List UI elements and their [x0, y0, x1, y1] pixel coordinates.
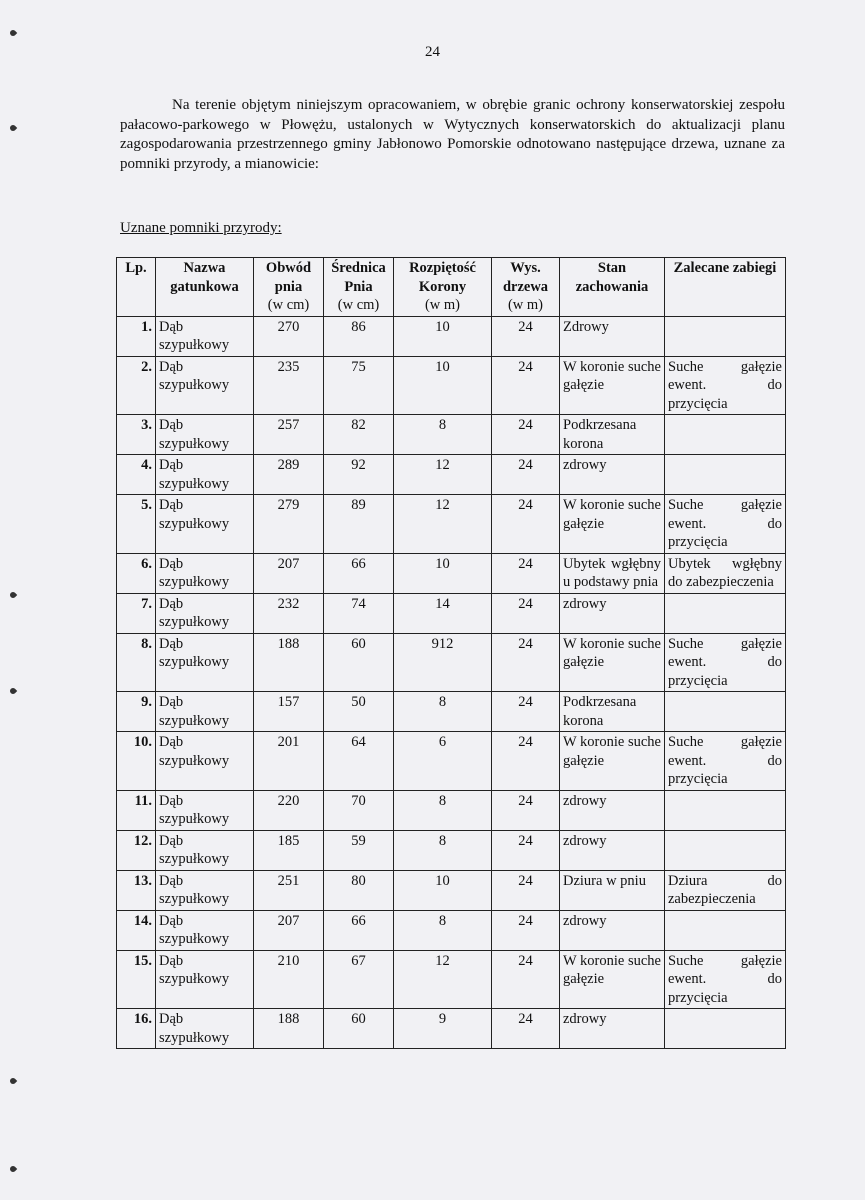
cell-diameter: 64 — [324, 732, 394, 791]
cell-crown: 10 — [394, 553, 492, 593]
cell-recommended — [665, 316, 786, 356]
cell-name: Dąb szypułkowy — [156, 692, 254, 732]
cell-name: Dąb szypułkowy — [156, 633, 254, 692]
cell-height: 24 — [492, 692, 560, 732]
cell-circumference: 220 — [254, 790, 324, 830]
table-row — [117, 356, 786, 415]
cell-recommended — [665, 593, 786, 633]
cell-diameter: 89 — [324, 495, 394, 554]
cell-diameter: 66 — [324, 910, 394, 950]
nature-monuments-table — [116, 257, 786, 1049]
cell-crown: 912 — [394, 633, 492, 692]
cell-state: W koronie suche gałęzie — [560, 633, 665, 692]
cell-lp: 14. — [117, 910, 156, 950]
header-diameter-label: Średnica Pnia — [331, 260, 386, 295]
header-height-label: Wys. drzewa — [502, 260, 549, 295]
cell-lp: 7. — [117, 593, 156, 633]
cell-circumference: 207 — [254, 910, 324, 950]
header-lp: Lp. — [117, 258, 156, 317]
cell-name: Dąb szypułkowy — [156, 316, 254, 356]
cell-height: 24 — [492, 830, 560, 870]
cell-name: Dąb szypułkowy — [156, 790, 254, 830]
cell-recommended: Suche gałęzie ewent. do przycięcia — [665, 732, 786, 791]
table-row — [117, 593, 786, 633]
cell-recommended: Dziura do zabezpieczenia — [665, 870, 786, 910]
cell-lp: 5. — [117, 495, 156, 554]
header-crown-unit: (w m) — [424, 297, 461, 313]
cell-name: Dąb szypułkowy — [156, 732, 254, 791]
intro-paragraph: Na terenie objętym niniejszym opracowaniem, w obrębie granic ochrony konserwatorskiej zespołu pałacowo-parkowego w Płowężu, ustalonych w Wytycznych konserwatorskich do aktualizacji planu zagospodarowania przestrzennego gminy Jabłonowo Pomorskie odnotowano następujące drzewa, uznane za pomniki przyrody, a mianowicie: — [120, 97, 785, 172]
cell-state: Zdrowy — [560, 316, 665, 356]
cell-crown: 12 — [394, 495, 492, 554]
table-row — [117, 732, 786, 791]
cell-height: 24 — [492, 1009, 560, 1049]
cell-state: zdrowy — [560, 790, 665, 830]
table-body — [117, 316, 786, 1049]
table-row — [117, 692, 786, 732]
header-name: Nazwa gatunkowa — [156, 258, 254, 317]
table-row — [117, 830, 786, 870]
table-row — [117, 495, 786, 554]
cell-recommended: Ubytek wgłębny do zabezpieczenia — [665, 553, 786, 593]
cell-recommended: Suche gałęzie ewent. do przycięcia — [665, 950, 786, 1009]
cell-lp: 4. — [117, 455, 156, 495]
cell-lp: 1. — [117, 316, 156, 356]
cell-state: zdrowy — [560, 1009, 665, 1049]
cell-circumference: 235 — [254, 356, 324, 415]
section-title: Uznane pomniki przyrody: — [120, 220, 282, 236]
cell-height: 24 — [492, 316, 560, 356]
cell-circumference: 232 — [254, 593, 324, 633]
cell-height: 24 — [492, 593, 560, 633]
cell-recommended — [665, 830, 786, 870]
cell-name: Dąb szypułkowy — [156, 1009, 254, 1049]
cell-crown: 8 — [394, 692, 492, 732]
cell-lp: 6. — [117, 553, 156, 593]
cell-height: 24 — [492, 455, 560, 495]
cell-diameter: 80 — [324, 870, 394, 910]
cell-name: Dąb szypułkowy — [156, 356, 254, 415]
cell-crown: 10 — [394, 870, 492, 910]
cell-diameter: 86 — [324, 316, 394, 356]
cell-diameter: 74 — [324, 593, 394, 633]
cell-state: Dziura w pniu — [560, 870, 665, 910]
punch-hole-mark — [9, 29, 17, 37]
cell-name: Dąb szypułkowy — [156, 870, 254, 910]
cell-crown: 9 — [394, 1009, 492, 1049]
header-height — [492, 258, 560, 317]
cell-lp: 12. — [117, 830, 156, 870]
cell-crown: 8 — [394, 910, 492, 950]
cell-state: W koronie suche gałęzie — [560, 495, 665, 554]
cell-state: Podkrzesana korona — [560, 692, 665, 732]
cell-recommended: Suche gałęzie ewent. do przycięcia — [665, 356, 786, 415]
cell-name: Dąb szypułkowy — [156, 950, 254, 1009]
cell-lp: 11. — [117, 790, 156, 830]
cell-crown: 8 — [394, 790, 492, 830]
cell-height: 24 — [492, 633, 560, 692]
cell-lp: 15. — [117, 950, 156, 1009]
cell-height: 24 — [492, 870, 560, 910]
header-crown-label: Rozpiętość Korony — [409, 260, 476, 295]
cell-circumference: 257 — [254, 415, 324, 455]
cell-recommended — [665, 1009, 786, 1049]
cell-recommended: Suche gałęzie ewent. do przycięcia — [665, 495, 786, 554]
cell-state: zdrowy — [560, 910, 665, 950]
cell-diameter: 67 — [324, 950, 394, 1009]
cell-diameter: 92 — [324, 455, 394, 495]
table-row — [117, 950, 786, 1009]
cell-diameter: 60 — [324, 633, 394, 692]
page-number: 24 — [425, 44, 440, 60]
table-row — [117, 790, 786, 830]
cell-state: W koronie suche gałęzie — [560, 356, 665, 415]
cell-recommended — [665, 455, 786, 495]
cell-name: Dąb szypułkowy — [156, 553, 254, 593]
punch-hole-mark — [9, 124, 17, 132]
cell-diameter: 82 — [324, 415, 394, 455]
cell-diameter: 59 — [324, 830, 394, 870]
cell-lp: 9. — [117, 692, 156, 732]
cell-circumference: 289 — [254, 455, 324, 495]
table-row — [117, 316, 786, 356]
header-state: Stan zachowania — [560, 258, 665, 317]
cell-name: Dąb szypułkowy — [156, 830, 254, 870]
cell-name: Dąb szypułkowy — [156, 415, 254, 455]
cell-diameter: 75 — [324, 356, 394, 415]
cell-lp: 8. — [117, 633, 156, 692]
header-circumference — [254, 258, 324, 317]
cell-height: 24 — [492, 356, 560, 415]
cell-diameter: 70 — [324, 790, 394, 830]
cell-crown: 14 — [394, 593, 492, 633]
table-row — [117, 870, 786, 910]
cell-state: W koronie suche gałęzie — [560, 950, 665, 1009]
cell-crown: 12 — [394, 950, 492, 1009]
cell-diameter: 66 — [324, 553, 394, 593]
cell-height: 24 — [492, 495, 560, 554]
cell-height: 24 — [492, 553, 560, 593]
table-row — [117, 1009, 786, 1049]
cell-recommended: Suche gałęzie ewent. do przycięcia — [665, 633, 786, 692]
header-circumference-unit: (w cm) — [267, 297, 310, 313]
cell-crown: 8 — [394, 830, 492, 870]
cell-circumference: 188 — [254, 1009, 324, 1049]
cell-lp: 13. — [117, 870, 156, 910]
header-diameter-unit: (w cm) — [337, 297, 380, 313]
cell-name: Dąb szypułkowy — [156, 593, 254, 633]
cell-crown: 10 — [394, 356, 492, 415]
cell-height: 24 — [492, 732, 560, 791]
cell-circumference: 251 — [254, 870, 324, 910]
cell-state: zdrowy — [560, 593, 665, 633]
cell-state: Podkrzesana korona — [560, 415, 665, 455]
cell-state: zdrowy — [560, 455, 665, 495]
cell-height: 24 — [492, 790, 560, 830]
cell-crown: 6 — [394, 732, 492, 791]
cell-recommended — [665, 910, 786, 950]
cell-crown: 8 — [394, 415, 492, 455]
cell-lp: 10. — [117, 732, 156, 791]
cell-circumference: 157 — [254, 692, 324, 732]
table-row — [117, 910, 786, 950]
header-diameter — [324, 258, 394, 317]
header-crown — [394, 258, 492, 317]
cell-circumference: 270 — [254, 316, 324, 356]
cell-recommended — [665, 415, 786, 455]
cell-crown: 12 — [394, 455, 492, 495]
cell-diameter: 50 — [324, 692, 394, 732]
header-height-unit: (w m) — [507, 297, 544, 313]
cell-name: Dąb szypułkowy — [156, 910, 254, 950]
table-row — [117, 455, 786, 495]
cell-circumference: 210 — [254, 950, 324, 1009]
cell-state: zdrowy — [560, 830, 665, 870]
cell-height: 24 — [492, 415, 560, 455]
cell-circumference: 201 — [254, 732, 324, 791]
cell-circumference: 279 — [254, 495, 324, 554]
cell-lp: 16. — [117, 1009, 156, 1049]
cell-recommended — [665, 692, 786, 732]
cell-recommended — [665, 790, 786, 830]
cell-state: W koronie suche gałęzie — [560, 732, 665, 791]
cell-circumference: 188 — [254, 633, 324, 692]
punch-hole-mark — [9, 1077, 17, 1085]
header-recommended: Zalecane zabiegi — [665, 258, 786, 317]
cell-height: 24 — [492, 950, 560, 1009]
table-header-row — [117, 258, 786, 317]
table-row — [117, 633, 786, 692]
cell-circumference: 207 — [254, 553, 324, 593]
table-row — [117, 415, 786, 455]
cell-state: Ubytek wgłębny u podstawy pnia — [560, 553, 665, 593]
cell-diameter: 60 — [324, 1009, 394, 1049]
cell-crown: 10 — [394, 316, 492, 356]
punch-hole-mark — [9, 591, 17, 599]
cell-circumference: 185 — [254, 830, 324, 870]
table-row — [117, 553, 786, 593]
header-circumference-label: Obwód pnia — [265, 260, 312, 295]
punch-hole-mark — [9, 687, 17, 695]
cell-name: Dąb szypułkowy — [156, 495, 254, 554]
cell-height: 24 — [492, 910, 560, 950]
cell-lp: 2. — [117, 356, 156, 415]
cell-name: Dąb szypułkowy — [156, 455, 254, 495]
punch-hole-mark — [9, 1165, 17, 1173]
cell-lp: 3. — [117, 415, 156, 455]
